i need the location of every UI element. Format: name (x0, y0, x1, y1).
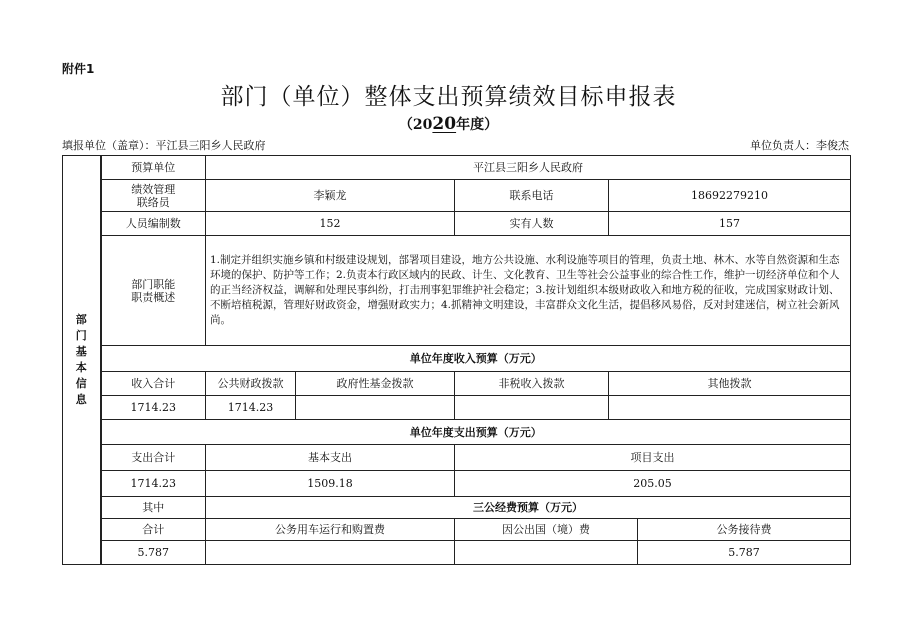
actual-staff-value: 157 (609, 212, 851, 236)
year-digits: 20 (432, 114, 457, 134)
phone-value: 18692279210 (609, 180, 851, 212)
three-fees-value (206, 541, 455, 565)
expense-header: 支出合计 (101, 445, 206, 471)
expense-value: 1714.23 (101, 471, 206, 497)
duty-label: 部门职能 职责概述 (101, 236, 206, 346)
budget-unit-value: 平江县三阳乡人民政府 (206, 156, 851, 180)
three-fees-header: 因公出国（境）费 (455, 519, 638, 541)
contact-label: 绩效管理 联络员 (101, 180, 206, 212)
three-fees-header: 合计 (101, 519, 206, 541)
expense-header: 项目支出 (455, 445, 851, 471)
unit-head: 单位负责人：李俊杰 (750, 139, 849, 152)
expense-section-title: 单位年度支出预算（万元） (101, 420, 851, 445)
three-fees-section-title: 三公经费预算（万元） (206, 497, 851, 519)
budget-form-table (62, 155, 851, 565)
form-title: 部门（单位）整体支出预算绩效目标申报表 (220, 84, 677, 110)
income-value (296, 396, 455, 420)
expense-value: 1509.18 (206, 471, 455, 497)
income-header: 政府性基金拨款 (296, 372, 455, 396)
filling-unit: 填报单位（盖章）：平江县三阳乡人民政府 (62, 139, 266, 152)
year-prefix: （20 (398, 117, 433, 133)
year-line (0, 114, 897, 134)
side-label: 部门基本信息 (63, 156, 101, 565)
duty-description: 1.制定并组织实施乡镇和村级建设规划，部署项目建设，地方公共设施、水利设施等项目的管理，负责土地、林木、水等自然资源和生态环境的保护、防护等工作；2.负责本行政区域内的民政、计生、文化教育、卫生等社会公益事业的综合性工作，维护一切经济单位和个人的正当经济权益，调解和处理民事纠纷，打击刑事犯罪维护社会稳定；3.按计划组织本级财政收入和地方税的征收，完成国家财政计划、不断培植税源，管理好财政资金，增强财政实力；4.抓精神文明建设，丰富群众文化生活，提倡移风易俗，反对封建迷信，树立社会新风尚。 (206, 236, 851, 346)
three-fees-header: 公务接待费 (638, 519, 851, 541)
contact-name: 李颖龙 (206, 180, 455, 212)
phone-label: 联系电话 (455, 180, 609, 212)
expense-value: 205.05 (455, 471, 851, 497)
income-value: 1714.23 (206, 396, 296, 420)
income-value: 1714.23 (101, 396, 206, 420)
expense-header: 基本支出 (206, 445, 455, 471)
income-header: 其他拨款 (609, 372, 851, 396)
income-value (455, 396, 609, 420)
three-fees-value: 5.787 (638, 541, 851, 565)
attachment-label: 附件1 (62, 62, 95, 76)
among-label: 其中 (101, 497, 206, 519)
budget-unit-label: 预算单位 (101, 156, 206, 180)
three-fees-value: 5.787 (101, 541, 206, 565)
income-header: 公共财政拨款 (206, 372, 296, 396)
income-header: 非税收入拨款 (455, 372, 609, 396)
staff-quota-label: 人员编制数 (101, 212, 206, 236)
three-fees-header: 公务用车运行和购置费 (206, 519, 455, 541)
income-value (609, 396, 851, 420)
three-fees-value (455, 541, 638, 565)
income-header: 收入合计 (101, 372, 206, 396)
staff-quota-value: 152 (206, 212, 455, 236)
income-section-title: 单位年度收入预算（万元） (101, 346, 851, 372)
year-suffix: 年度） (456, 117, 499, 133)
actual-staff-label: 实有人数 (455, 212, 609, 236)
